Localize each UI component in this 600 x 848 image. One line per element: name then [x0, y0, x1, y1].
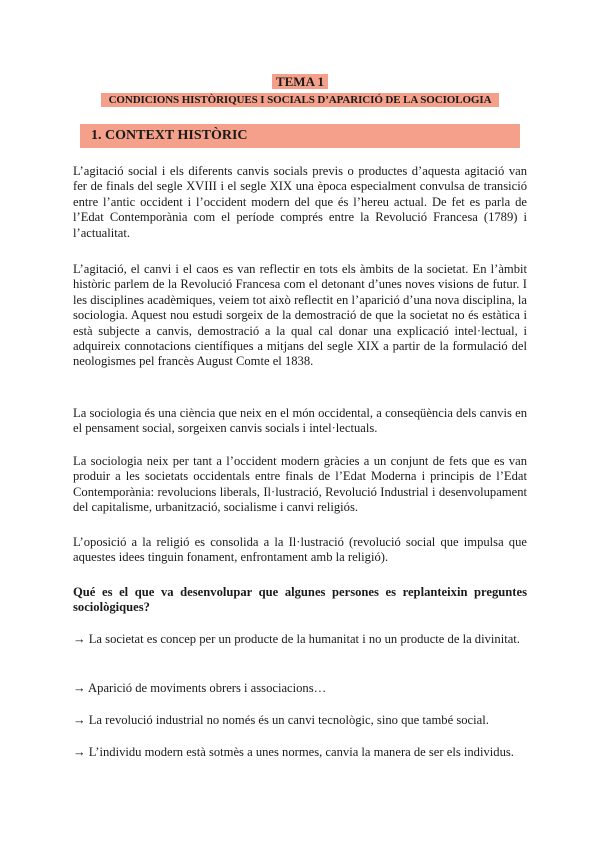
bullet-item: → Aparició de moviments obrers i associacions… — [73, 681, 327, 695]
page-title — [0, 74, 600, 89]
paragraph-5: L’oposició a la religió es consolida a la Il·lustració (revolució social que impulsa que aquestes idees tinguin fonament, enfrontament amb la religió). — [73, 535, 527, 565]
paragraph-4: La sociologia neix per tant a l’occident modern gràcies a un conjunt de fets que es van produir a les societats occidentals entre finals de l’Edat Moderna i principis de l’Edat Contemporània: revolucions liberals, Il·lustració, Revolució Industrial i desenvolupament del capitalisme, urbanització, socialisme i canvi religiós. — [73, 454, 527, 515]
bullet-item: → L’individu modern està sotmès a unes normes, canvia la manera de ser els individus. — [73, 745, 514, 759]
paragraph-3: La sociologia és una ciència que neix en el món occidental, a conseqüència dels canvis en el pensament social, sorgeixen canvis socials i intel·lectuals. — [73, 406, 527, 436]
tema-label: TEMA 1 — [272, 74, 328, 89]
page-subtitle — [0, 93, 600, 107]
question-heading: Qué es el que va desenvolupar que algunes persones es replanteixin preguntes sociològiques? — [73, 585, 527, 615]
paragraph-2: L’agitació, el canvi i el caos es van reflectir en tots els àmbits de la societat. En l’àmbit històric parlem de la Revolució Francesa com el detonant d’unes noves visions de futur. I les disciplines acadèmiques, veiem tot això reflectit en l’aparició d’una nova disciplina, la sociologia. Aquest nou estudi sorgeix de la demostració de que la societat no és estàtica i està subjecte a canvis, demostració a la qual cal donar una explicació intel·lectual, i adquireix connotacions científiques a mitjans del segle XIX a partir de la formulació del neologismes pel francès August Comte el 1838. — [73, 262, 527, 369]
subtitle-text: CONDICIONS HISTÒRIQUES I SOCIALS D’APARICIÓ DE LA SOCIOLOGIA — [101, 93, 500, 107]
bullet-item: → La societat es concep per un producte de la humanitat i no un producte de la divinitat. — [73, 632, 520, 646]
bullet-item: → La revolució industrial no només és un canvi tecnològic, sino que també social. — [73, 713, 489, 727]
section-heading: 1. CONTEXT HISTÒRIC — [80, 124, 520, 148]
paragraph-1: L’agitació social i els diferents canvis socials previs o productes d’aquesta agitació van fer de finals del segle XVIII i el segle XIX una època especialment convulsa de transició entre l’antic occident i l’occident modern del que és l’hereu actual. De fet es parla de l’Edat Contemporània com el període comprés entre la Revolució Francesa (1789) i l’actualitat. — [73, 164, 527, 240]
